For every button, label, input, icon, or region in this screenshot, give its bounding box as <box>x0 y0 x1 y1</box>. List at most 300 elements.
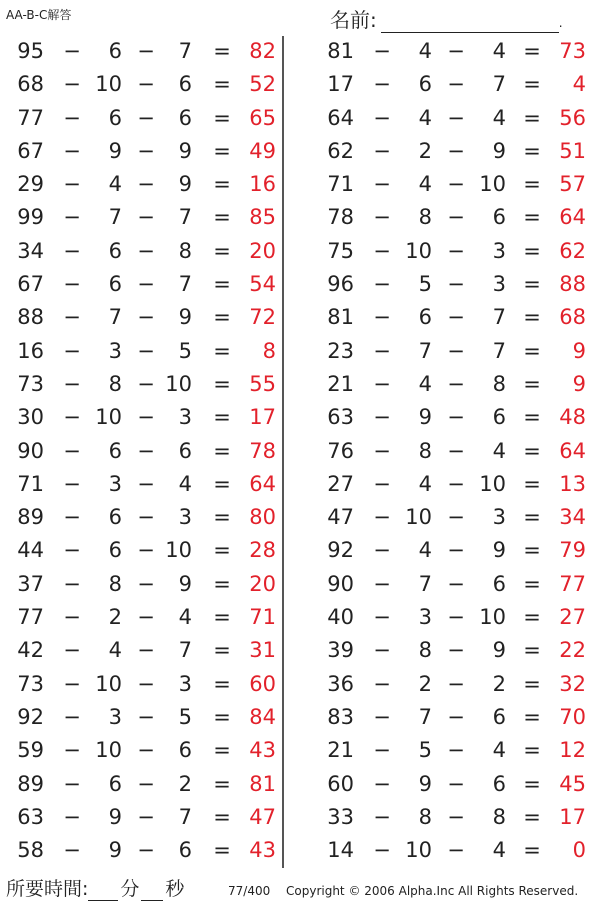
problem-row <box>0 268 282 301</box>
answer: 77 <box>559 571 586 596</box>
minus-sign-2: − <box>447 438 465 463</box>
problem-row <box>290 701 590 734</box>
minuend: 81 <box>327 305 354 330</box>
minus-sign-2: − <box>447 371 465 396</box>
answer: 32 <box>559 671 586 696</box>
answer: 48 <box>559 405 586 430</box>
minuend: 67 <box>17 138 44 163</box>
answer: 9 <box>572 371 586 396</box>
minuend: 63 <box>17 804 44 829</box>
minuend: 33 <box>327 804 354 829</box>
minus-sign-1: − <box>63 138 81 163</box>
subtrahend-2: 6 <box>178 838 192 863</box>
answer: 88 <box>559 272 586 297</box>
minuend: 99 <box>17 205 44 230</box>
problem-row <box>290 68 590 101</box>
minus-sign-2: − <box>137 371 155 396</box>
subtrahend-1: 6 <box>418 305 432 330</box>
problem-row <box>0 168 282 201</box>
minus-sign-2: − <box>137 138 155 163</box>
subtrahend-2: 3 <box>178 671 192 696</box>
subtrahend-2: 7 <box>492 305 506 330</box>
subtrahend-1: 5 <box>418 272 432 297</box>
answer: 49 <box>249 138 276 163</box>
problem-row <box>0 568 282 601</box>
minus-sign-1: − <box>373 405 391 430</box>
minuend: 23 <box>327 338 354 363</box>
answer: 51 <box>559 138 586 163</box>
minus-sign-2: − <box>447 105 465 130</box>
minuend: 83 <box>327 704 354 729</box>
seconds-unit: 秒 <box>165 878 185 900</box>
problem-row <box>0 834 282 867</box>
answer: 64 <box>559 438 586 463</box>
subtrahend-1: 6 <box>108 771 122 796</box>
minus-sign-1: − <box>63 471 81 496</box>
minuend: 27 <box>327 471 354 496</box>
subtrahend-2: 5 <box>178 704 192 729</box>
time-field <box>6 874 186 901</box>
answer: 65 <box>249 105 276 130</box>
answer: 43 <box>249 738 276 763</box>
answer: 72 <box>249 305 276 330</box>
name-line[interactable] <box>381 12 559 33</box>
minutes-unit: 分 <box>120 878 140 900</box>
subtrahend-2: 6 <box>492 571 506 596</box>
minus-sign-2: − <box>137 505 155 530</box>
subtrahend-1: 6 <box>108 438 122 463</box>
minus-sign-1: − <box>63 704 81 729</box>
subtrahend-2: 3 <box>492 238 506 263</box>
minus-sign-2: − <box>447 471 465 496</box>
minus-sign-2: − <box>447 771 465 796</box>
problem-row <box>0 201 282 234</box>
minus-sign-2: − <box>137 804 155 829</box>
minuend: 89 <box>17 771 44 796</box>
subtrahend-1: 6 <box>108 272 122 297</box>
subtrahend-1: 4 <box>418 172 432 197</box>
answer: 62 <box>559 238 586 263</box>
problem-row <box>290 168 590 201</box>
equals-sign: = <box>523 771 541 796</box>
subtrahend-2: 4 <box>492 438 506 463</box>
problem-row <box>0 35 282 68</box>
subtrahend-2: 6 <box>492 405 506 430</box>
minus-sign-2: − <box>137 105 155 130</box>
subtrahend-1: 8 <box>418 438 432 463</box>
subtrahend-1: 4 <box>418 471 432 496</box>
equals-sign: = <box>523 272 541 297</box>
problem-row <box>290 468 590 501</box>
subtrahend-2: 6 <box>492 205 506 230</box>
subtrahend-1: 10 <box>405 505 432 530</box>
problem-row <box>290 401 590 434</box>
equals-sign: = <box>213 471 231 496</box>
problem-row <box>290 668 590 701</box>
problem-row <box>290 335 590 368</box>
minus-sign-2: − <box>137 172 155 197</box>
minus-sign-1: − <box>373 571 391 596</box>
answer: 55 <box>249 371 276 396</box>
minuend: 67 <box>17 272 44 297</box>
problem-row <box>290 268 590 301</box>
minus-sign-2: − <box>137 238 155 263</box>
subtrahend-2: 4 <box>492 105 506 130</box>
minus-sign-1: − <box>373 638 391 663</box>
subtrahend-2: 6 <box>492 771 506 796</box>
answer: 64 <box>559 205 586 230</box>
minus-sign-2: − <box>447 738 465 763</box>
subtrahend-1: 8 <box>108 571 122 596</box>
subtrahend-1: 9 <box>418 771 432 796</box>
equals-sign: = <box>523 338 541 363</box>
minus-sign-1: − <box>63 804 81 829</box>
minuend: 14 <box>327 838 354 863</box>
minuend: 40 <box>327 605 354 630</box>
problem-row <box>0 534 282 567</box>
equals-sign: = <box>523 538 541 563</box>
time-label: 所要時間: <box>6 878 89 900</box>
subtrahend-1: 6 <box>108 39 122 63</box>
minuend: 64 <box>327 105 354 130</box>
minus-sign-2: − <box>447 238 465 263</box>
minuend: 88 <box>17 305 44 330</box>
answer: 28 <box>249 538 276 563</box>
minus-sign-2: − <box>137 704 155 729</box>
problem-row <box>290 201 590 234</box>
minus-sign-2: − <box>137 671 155 696</box>
answer: 16 <box>249 172 276 197</box>
subtrahend-2: 6 <box>178 738 192 763</box>
copyright-notice: Copyright © 2006 Alpha.Inc All Rights Reserved. <box>286 884 579 898</box>
minus-sign-2: − <box>137 39 155 63</box>
subtrahend-2: 5 <box>178 338 192 363</box>
subtrahend-1: 3 <box>418 605 432 630</box>
answer: 60 <box>249 671 276 696</box>
answer: 82 <box>249 39 276 63</box>
minus-sign-2: − <box>447 272 465 297</box>
equals-sign: = <box>213 238 231 263</box>
answer: 71 <box>249 605 276 630</box>
minus-sign-1: − <box>373 804 391 829</box>
answer: 12 <box>559 738 586 763</box>
problem-row <box>0 102 282 135</box>
answer: 64 <box>249 471 276 496</box>
subtrahend-2: 10 <box>165 371 192 396</box>
subtrahend-2: 10 <box>479 471 506 496</box>
equals-sign: = <box>213 638 231 663</box>
minuend: 77 <box>17 605 44 630</box>
subtrahend-1: 10 <box>95 671 122 696</box>
minus-sign-1: − <box>373 471 391 496</box>
subtrahend-2: 3 <box>178 505 192 530</box>
minuend: 73 <box>17 671 44 696</box>
minuend: 30 <box>17 405 44 430</box>
problem-row <box>0 368 282 401</box>
minuend: 71 <box>17 471 44 496</box>
minus-sign-1: − <box>63 638 81 663</box>
minus-sign-1: − <box>63 405 81 430</box>
minus-sign-2: − <box>137 438 155 463</box>
subtrahend-2: 4 <box>178 605 192 630</box>
answer: 31 <box>249 638 276 663</box>
minus-sign-2: − <box>447 638 465 663</box>
minuend: 63 <box>327 405 354 430</box>
minus-sign-1: − <box>373 39 391 63</box>
minuend: 89 <box>17 505 44 530</box>
minus-sign-1: − <box>63 671 81 696</box>
minus-sign-2: − <box>447 838 465 863</box>
problem-row <box>0 135 282 168</box>
problem-row <box>290 534 590 567</box>
answer: 73 <box>559 39 586 63</box>
subtrahend-1: 7 <box>418 338 432 363</box>
subtrahend-2: 7 <box>178 638 192 663</box>
equals-sign: = <box>213 272 231 297</box>
subtrahend-2: 8 <box>178 238 192 263</box>
answer: 20 <box>249 238 276 263</box>
subtrahend-1: 9 <box>108 138 122 163</box>
subtrahend-2: 6 <box>178 438 192 463</box>
minus-sign-2: − <box>137 771 155 796</box>
minus-sign-2: − <box>137 538 155 563</box>
subtrahend-2: 3 <box>178 405 192 430</box>
equals-sign: = <box>213 371 231 396</box>
equals-sign: = <box>523 238 541 263</box>
minuend: 29 <box>17 172 44 197</box>
minutes-blank[interactable] <box>88 882 118 901</box>
minus-sign-2: − <box>447 72 465 97</box>
minus-sign-2: − <box>137 571 155 596</box>
subtrahend-2: 4 <box>492 39 506 63</box>
minus-sign-1: − <box>63 72 81 97</box>
subtrahend-2: 8 <box>492 804 506 829</box>
problem-row <box>0 335 282 368</box>
subtrahend-1: 8 <box>418 638 432 663</box>
minus-sign-1: − <box>63 505 81 530</box>
minuend: 36 <box>327 671 354 696</box>
minus-sign-1: − <box>63 838 81 863</box>
problem-row <box>290 135 590 168</box>
minus-sign-2: − <box>137 338 155 363</box>
answer: 68 <box>559 305 586 330</box>
minus-sign-2: − <box>137 605 155 630</box>
subtrahend-2: 4 <box>492 838 506 863</box>
subtrahend-1: 4 <box>418 371 432 396</box>
subtrahend-1: 7 <box>108 305 122 330</box>
problem-row <box>0 68 282 101</box>
subtrahend-1: 8 <box>108 371 122 396</box>
problem-row <box>290 501 590 534</box>
minus-sign-2: − <box>447 405 465 430</box>
minuend: 59 <box>17 738 44 763</box>
subtrahend-1: 9 <box>108 838 122 863</box>
subtrahend-1: 4 <box>418 538 432 563</box>
column-divider <box>282 36 284 868</box>
equals-sign: = <box>213 138 231 163</box>
equals-sign: = <box>213 571 231 596</box>
answer: 47 <box>249 804 276 829</box>
minus-sign-1: − <box>63 238 81 263</box>
equals-sign: = <box>523 505 541 530</box>
problem-row <box>0 601 282 634</box>
subtrahend-1: 6 <box>108 505 122 530</box>
minus-sign-1: − <box>373 671 391 696</box>
subtrahend-1: 3 <box>108 704 122 729</box>
minus-sign-1: − <box>63 538 81 563</box>
answer: 9 <box>572 338 586 363</box>
minus-sign-2: − <box>137 838 155 863</box>
minuend: 16 <box>17 338 44 363</box>
subtrahend-2: 9 <box>492 638 506 663</box>
subtrahend-2: 10 <box>165 538 192 563</box>
minus-sign-1: − <box>373 538 391 563</box>
equals-sign: = <box>523 371 541 396</box>
minus-sign-1: − <box>63 172 81 197</box>
minus-sign-2: − <box>137 72 155 97</box>
minuend: 62 <box>327 138 354 163</box>
equals-sign: = <box>213 438 231 463</box>
subtrahend-2: 7 <box>492 338 506 363</box>
equals-sign: = <box>213 338 231 363</box>
answer: 34 <box>559 505 586 530</box>
subtrahend-1: 2 <box>108 605 122 630</box>
problem-row <box>290 768 590 801</box>
subtrahend-2: 10 <box>479 605 506 630</box>
equals-sign: = <box>213 804 231 829</box>
answer: 17 <box>559 804 586 829</box>
minus-sign-1: − <box>373 838 391 863</box>
minus-sign-2: − <box>447 505 465 530</box>
minus-sign-1: − <box>373 172 391 197</box>
minus-sign-1: − <box>373 704 391 729</box>
minuend: 76 <box>327 438 354 463</box>
problem-row <box>290 734 590 767</box>
equals-sign: = <box>213 771 231 796</box>
subtrahend-2: 9 <box>492 538 506 563</box>
subtrahend-2: 7 <box>178 39 192 63</box>
subtrahend-2: 9 <box>178 138 192 163</box>
problem-row <box>290 801 590 834</box>
problem-row <box>0 301 282 334</box>
subtrahend-2: 7 <box>178 272 192 297</box>
equals-sign: = <box>213 704 231 729</box>
equals-sign: = <box>523 704 541 729</box>
minuend: 34 <box>17 238 44 263</box>
minus-sign-2: − <box>447 305 465 330</box>
equals-sign: = <box>213 738 231 763</box>
subtrahend-2: 3 <box>492 272 506 297</box>
problem-row <box>290 601 590 634</box>
subtrahend-1: 7 <box>418 704 432 729</box>
minus-sign-1: − <box>373 238 391 263</box>
answer: 85 <box>249 205 276 230</box>
minus-sign-1: − <box>373 338 391 363</box>
minuend: 17 <box>327 72 354 97</box>
equals-sign: = <box>213 605 231 630</box>
subtrahend-1: 3 <box>108 338 122 363</box>
subtrahend-2: 6 <box>178 105 192 130</box>
minus-sign-2: − <box>137 738 155 763</box>
equals-sign: = <box>523 471 541 496</box>
minuend: 75 <box>327 238 354 263</box>
minuend: 96 <box>327 272 354 297</box>
minus-sign-1: − <box>63 205 81 230</box>
equals-sign: = <box>213 671 231 696</box>
minus-sign-2: − <box>447 571 465 596</box>
equals-sign: = <box>523 105 541 130</box>
minuend: 37 <box>17 571 44 596</box>
equals-sign: = <box>523 671 541 696</box>
equals-sign: = <box>523 205 541 230</box>
minus-sign-1: − <box>373 305 391 330</box>
minus-sign-1: − <box>373 605 391 630</box>
minuend: 92 <box>327 538 354 563</box>
minus-sign-1: − <box>373 438 391 463</box>
subtrahend-1: 10 <box>95 405 122 430</box>
minus-sign-2: − <box>447 338 465 363</box>
minuend: 95 <box>17 39 44 63</box>
subtrahend-2: 4 <box>178 471 192 496</box>
subtrahend-2: 10 <box>479 172 506 197</box>
minus-sign-2: − <box>447 538 465 563</box>
subtrahend-1: 10 <box>95 72 122 97</box>
minus-sign-2: − <box>137 471 155 496</box>
equals-sign: = <box>523 571 541 596</box>
problem-row <box>290 35 590 68</box>
equals-sign: = <box>523 39 541 63</box>
answer: 56 <box>559 105 586 130</box>
minus-sign-1: − <box>63 605 81 630</box>
subtrahend-1: 3 <box>108 471 122 496</box>
answer: 22 <box>559 638 586 663</box>
problem-row <box>290 634 590 667</box>
subtrahend-2: 6 <box>492 704 506 729</box>
minuend: 39 <box>327 638 354 663</box>
seconds-blank[interactable] <box>141 882 163 901</box>
minuend: 71 <box>327 172 354 197</box>
problem-row <box>0 701 282 734</box>
sheet-title: AA-B-C解答 <box>6 8 72 22</box>
equals-sign: = <box>213 305 231 330</box>
equals-sign: = <box>213 205 231 230</box>
subtrahend-2: 6 <box>178 72 192 97</box>
subtrahend-1: 9 <box>418 405 432 430</box>
minus-sign-2: − <box>447 704 465 729</box>
equals-sign: = <box>213 405 231 430</box>
answer: 54 <box>249 272 276 297</box>
subtrahend-1: 10 <box>405 238 432 263</box>
minuend: 81 <box>327 39 354 63</box>
equals-sign: = <box>523 172 541 197</box>
minus-sign-1: − <box>63 305 81 330</box>
subtrahend-1: 10 <box>405 838 432 863</box>
subtrahend-2: 2 <box>178 771 192 796</box>
minus-sign-2: − <box>447 804 465 829</box>
minus-sign-2: − <box>447 172 465 197</box>
minus-sign-1: − <box>63 105 81 130</box>
minus-sign-2: − <box>447 39 465 63</box>
subtrahend-1: 8 <box>418 804 432 829</box>
minuend: 21 <box>327 738 354 763</box>
subtrahend-1: 4 <box>418 105 432 130</box>
equals-sign: = <box>213 72 231 97</box>
equals-sign: = <box>523 305 541 330</box>
minus-sign-1: − <box>63 39 81 63</box>
problem-row <box>290 102 590 135</box>
right-problem-column <box>290 35 590 867</box>
problem-row <box>0 734 282 767</box>
